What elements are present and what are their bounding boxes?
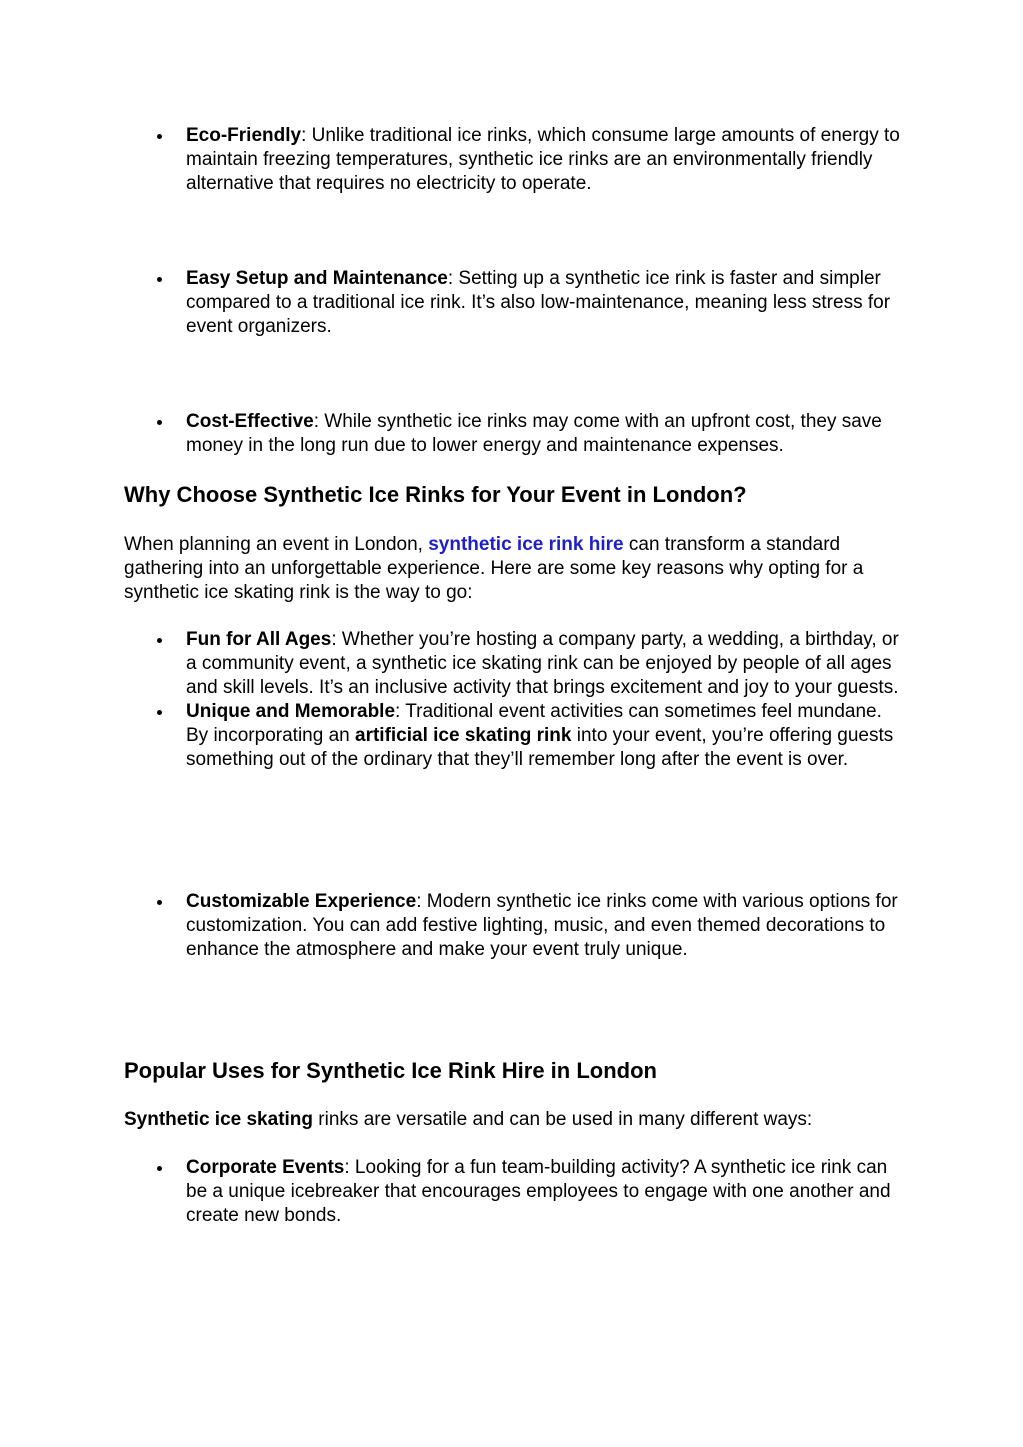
bullet-icon — [157, 420, 162, 425]
list-item-text: : Looking for a fun team-building activity? A synthetic ice rink can be a unique icebreaker that encourages employees to engage with one another and create new bonds. — [186, 1157, 891, 1226]
list-item-text: : Traditional event activities can sometimes feel mundane. By incorporating an — [186, 701, 882, 746]
synthetic-ice-rink-hire-link[interactable]: synthetic ice rink hire — [428, 534, 624, 555]
reasons-list — [0, 628, 905, 772]
list-item-eco-friendly — [0, 124, 905, 196]
bullet-icon — [157, 277, 162, 282]
reasons-list-2 — [0, 890, 905, 962]
benefits-list-3 — [0, 410, 905, 458]
section-intro-popular-uses — [124, 1108, 904, 1132]
list-item-customizable-experience — [0, 890, 905, 962]
list-item-bold-phrase: artificial ice skating rink — [355, 725, 572, 746]
list-item-unique-and-memorable — [0, 700, 905, 772]
section-heading-popular-uses: Popular Uses for Synthetic Ice Rink Hire in London — [124, 1058, 657, 1083]
bullet-icon — [157, 710, 162, 715]
list-item-text: : While synthetic ice rinks may come with an upfront cost, they save money in the long run due to lower energy and maintenance expenses. — [186, 411, 882, 456]
intro-text: can transform a standard gathering into an unforgettable experience. Here are some key reasons why opting for a synthetic ice skating rink is the way to go: — [124, 534, 864, 603]
list-item-term: Corporate Events — [186, 1157, 345, 1178]
section-intro-why-choose — [124, 533, 904, 605]
list-item-text: into your event, you’re offering guests something out of the ordinary that they’ll remember long after the event is over. — [186, 725, 894, 770]
section-heading-why-choose: Why Choose Synthetic Ice Rinks for Your Event in London? — [124, 482, 747, 507]
benefits-list-2 — [0, 267, 905, 339]
intro-text: When planning an event in London, — [124, 534, 429, 555]
list-item-text: : Modern synthetic ice rinks come with various options for customization. You can add festive lighting, music, and even themed decorations to enhance the atmosphere and make your event truly unique. — [186, 891, 898, 960]
intro-bold-phrase: Synthetic ice skating — [124, 1109, 314, 1130]
list-item-term: Fun for All Ages — [186, 629, 332, 650]
list-item-term: Easy Setup and Maintenance — [186, 268, 448, 289]
uses-list — [0, 1156, 905, 1228]
list-item-term: Cost-Effective — [186, 411, 314, 432]
list-item-cost-effective — [0, 410, 905, 458]
list-item-term: Unique and Memorable — [186, 701, 396, 722]
bullet-icon — [157, 134, 162, 139]
bullet-icon — [157, 1166, 162, 1171]
list-item-text: : Unlike traditional ice rinks, which consume large amounts of energy to maintain freezing temperatures, synthetic ice rinks are an environmentally friendly alternative that requires no electricity to operate. — [186, 125, 900, 194]
list-item-text: : Whether you’re hosting a company party, a wedding, a birthday, or a community event, a synthetic ice skating rink can be enjoyed by people of all ages and skill levels. It’s an inclusive activity that brings excitement and joy to your guests. — [186, 629, 899, 698]
list-item-fun-for-all-ages — [0, 628, 905, 700]
list-item-text: : Setting up a synthetic ice rink is faster and simpler compared to a traditional ice rink. It’s also low-maintenance, meaning less stress for event organizers. — [186, 268, 891, 337]
list-item-term: Eco-Friendly — [186, 125, 302, 146]
intro-text: rinks are versatile and can be used in many different ways: — [313, 1109, 813, 1130]
list-item-term: Customizable Experience — [186, 891, 417, 912]
bullet-icon — [157, 638, 162, 643]
benefits-list — [0, 124, 905, 196]
bullet-icon — [157, 900, 162, 905]
list-item-easy-setup — [0, 267, 905, 339]
list-item-corporate-events — [0, 1156, 905, 1228]
